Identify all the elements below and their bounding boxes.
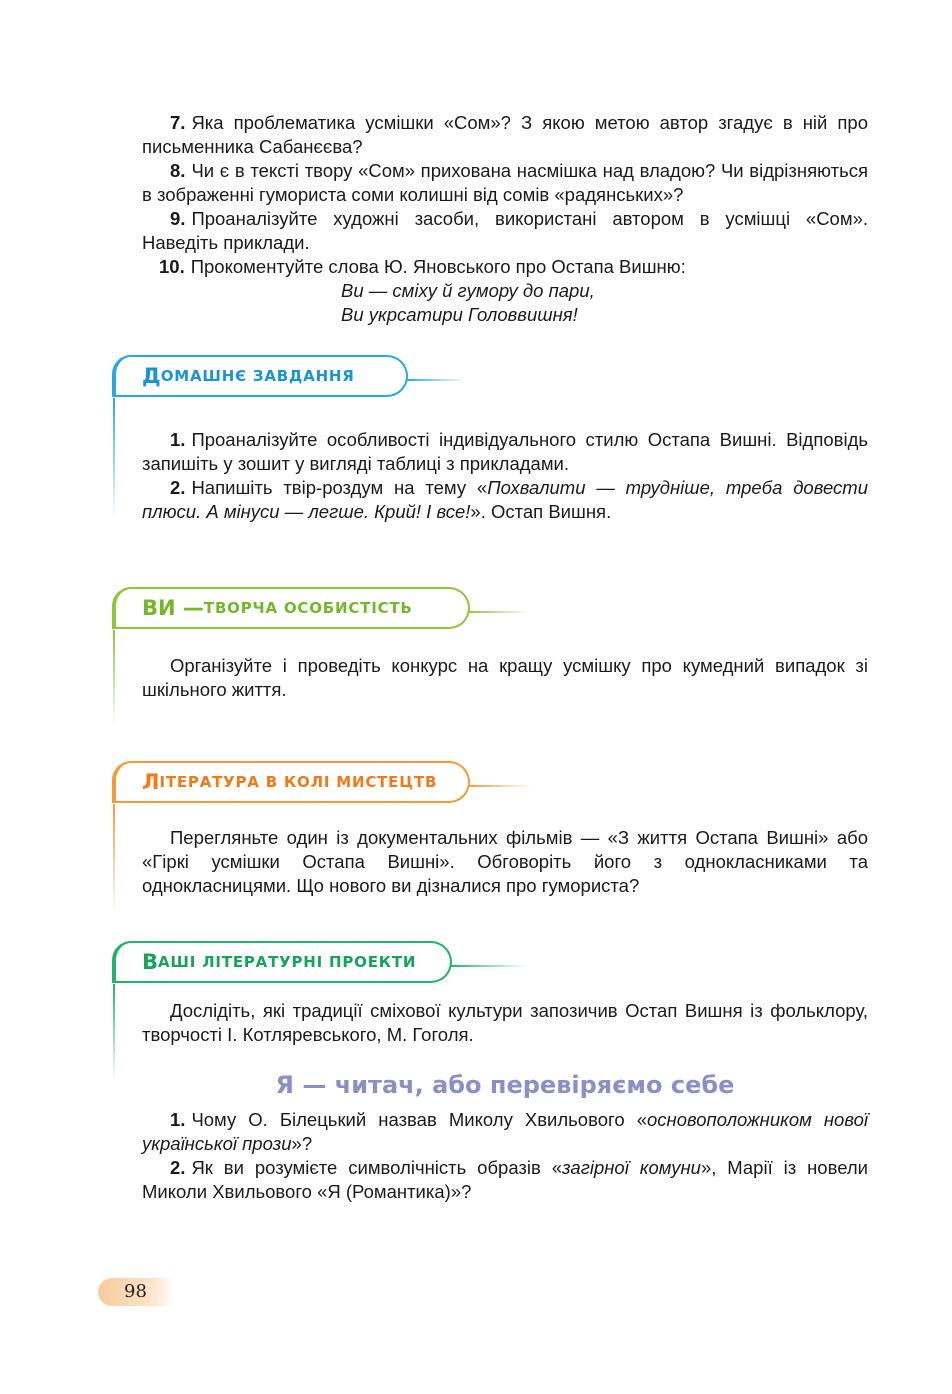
homework-side-line [113,398,115,518]
homework-item-1: 1. Проаналізуйте особливості індивідуального стилю Остапа Вишні. Відповідь запишіть у зошит у вигляді таблиці з прикладами. [142,429,868,474]
self-check-item-2: 2. Як ви розумієте символічність образів «загірної комуни», Марії із новели Миколи Хвильового «Я (Романтика)»? [142,1157,869,1202]
arts-side-line [113,804,115,914]
creative-side-line [113,630,115,725]
projects-text: Дослідіть, які традиції сміхової культури запозичив Остап Вишня із фольклору, творчості І. Котляревського, М. Гоголя. [142,1000,868,1045]
projects-side-line [113,984,115,1079]
creative-text: Організуйте і проведіть конкурс на кращу усмішку про кумедний випадок зі шкільного життя. [142,655,868,700]
projects-heading-line [450,965,526,967]
question-7: 7. Яка проблематика усмішки «Сом»? З якою метою автор згадує в ній про письменника Сабанєєва? [142,112,868,157]
homework-text [142,428,868,524]
homework-heading: Д ОМАШНЄ ЗАВДАННЯ [112,355,408,397]
quote-line-1: Ви — сміху й гумору до пари, [341,280,595,301]
page-number: 98 [98,1278,174,1306]
homework-heading-line [406,379,466,381]
self-check-item-1: 1. Чому О. Білецький назвав Миколу Хвильового «основоположником нової української прози»? [142,1109,868,1154]
projects-heading: В АШІ ЛІТЕРАТУРНІ ПРОЕКТИ [112,941,452,983]
question-10: 10. Прокоментуйте слова Ю. Яновського про Остапа Вишню: [159,256,686,277]
creative-heading-line [468,611,530,613]
arts-heading-line [468,785,532,787]
self-check-title: Я — читач, або перевіряємо себе [275,1071,735,1099]
questions-top [142,111,868,279]
question-8: 8. Чи є в тексті твору «Сом» прихована насмішка над владою? Чи відрізняються в зображенні гумориста соми колишні від сомів «радянських»? [142,160,868,205]
arts-text: Перегляньте один із документальних фільмів — «З життя Остапа Вишні» або «Гіркі усмішки Остапа Вишні». Обговоріть його з однокласниками та однокласницями. Що нового ви дізналися про гумориста? [142,827,868,896]
homework-item-2: 2. Напишіть твір-роздум на тему «Похвалити — трудніше, треба довести плюси. А мінуси — легше. Крий! І все!». Остап Вишня. [142,477,868,522]
quote-line-2: Ви укрсатири Головвишня! [341,304,578,325]
self-check-text [142,1108,868,1204]
arts-heading: Л ІТЕРАТУРА В КОЛІ МИСТЕЦТВ [112,761,470,803]
creative-heading: ВИ — ТВОРЧА ОСОБИСТІСТЬ [112,587,470,629]
question-9: 9. Проаналізуйте художні засоби, використані автором в усмішці «Сом». Наведіть приклади. [142,208,868,253]
